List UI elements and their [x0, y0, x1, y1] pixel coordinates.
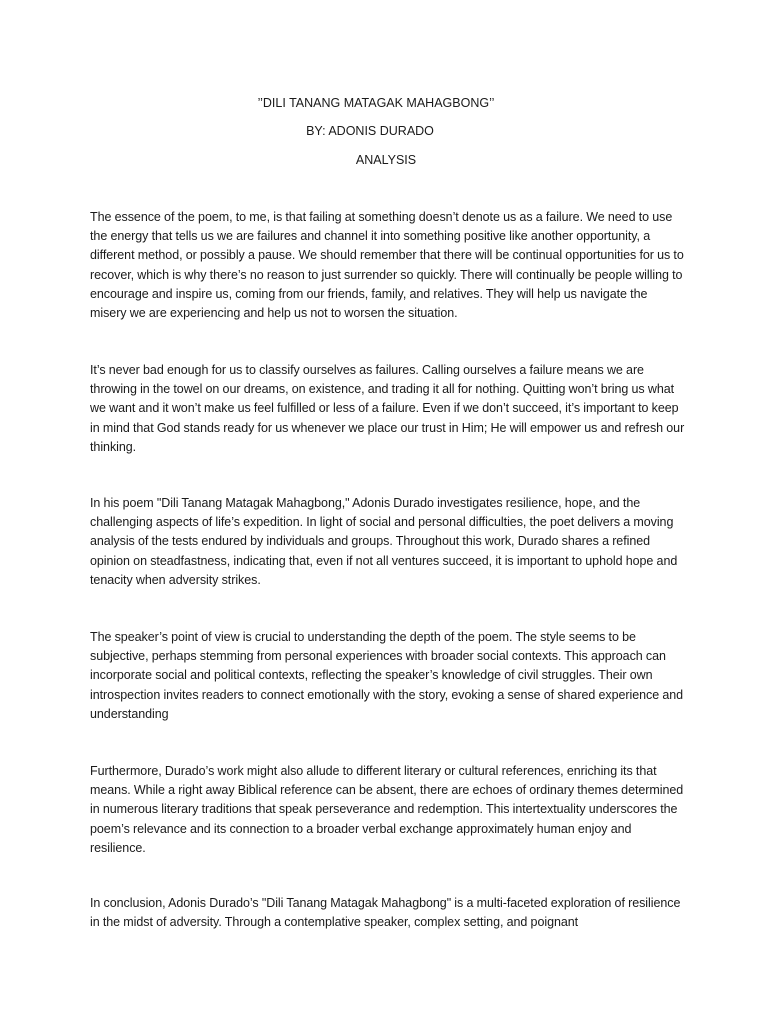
paragraph: Furthermore, Durado’s work might also allude to different literary or cultural references, enriching its that means. While a right away Biblical reference can be absent, there are echoes of ordinary themes determined in numerous literary traditions that speak perseverance and redemption. This intertextuality underscores the poem’s relevance and its connection to a broader verbal exchange approximately human enjoy and resilience. — [90, 764, 684, 855]
paragraph: In his poem "Dili Tanang Matagak Mahagbong," Adonis Durado investigates resilience, hope, and the challenging aspects of life’s expedition. In light of social and personal difficulties, the poet delivers a moving analysis of the tests endured by individuals and groups. Throughout this work, Durado shares a refined opinion on steadfastness, indicating that, even if not all ventures succeed, it is important to uphold hope and tenacity when adversity strikes. — [90, 496, 678, 587]
paragraph: It’s never bad enough for us to classify ourselves as failures. Calling ourselves a failure means we are throwing in the towel on our dreams, on existence, and trading it all for nothing. Quitting won’t bring us what we want and it won’t make us feel fulfilled or less of a failure. Even if we don’t succeed, it’s important to keep in mind that God stands ready for us whenever we place our trust in Him; He will empower us and refresh our thinking. — [90, 363, 685, 454]
section-label: ANALYSIS — [355, 153, 417, 167]
paragraph: In conclusion, Adonis Durado’s "Dili Tanang Matagak Mahagbong" is a multi-faceted exploration of resilience in the midst of adversity. Through a contemplative speaker, complex setting, and poignant — [90, 896, 681, 930]
paragraph: The speaker’s point of view is crucial to understanding the depth of the poem. The style seems to be subjective, perhaps stemming from personal experiences with broader social contexts. This approach can incorporate social and political contexts, reflecting the speaker’s knowledge of civil struggles. Their own introspection invites readers to connect emotionally with the story, evoking a sense of shared experience and understanding — [90, 630, 684, 721]
document-title: ’’DILI TANANG MATAGAK MAHAGBONG’’ — [257, 96, 495, 110]
author-byline: BY: ADONIS DURADO — [306, 124, 434, 138]
paragraph: The essence of the poem, to me, is that failing at something doesn’t denote us as a failure. We need to use the energy that tells us we are failures and channel it into something positive like another opportunity, a different method, or possibly a pause. We should remember that there will be continual opportunities for us to recover, which is why there’s no reason to just surrender so quickly. There will continually be people willing to encourage and inspire us, coming from our friends, family, and relatives. They will help us navigate the misery we are experiencing and help us not to worsen the situation. — [90, 210, 684, 321]
